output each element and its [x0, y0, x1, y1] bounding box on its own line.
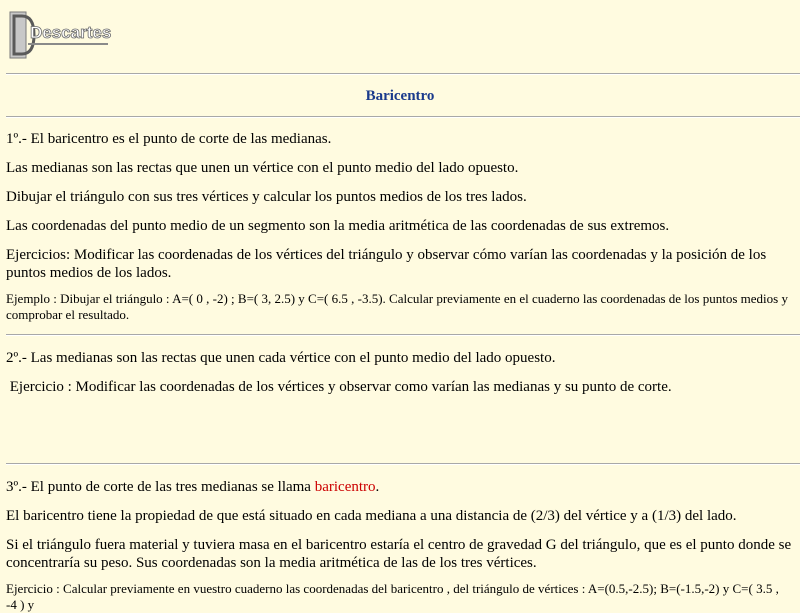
section2-heading: 2º.- Las medianas son las rectas que unen cada vértice con el punto medio del lado opuesto.: [6, 350, 556, 366]
section3-exercise: Ejercicio : Calcular previamente en vuestro cuaderno las coordenadas del baricentro , del triángulo de vértices : A=(0.5,-2.5); B=(-1.5,-2) y C=( 3.5 , -4 ) y: [6, 581, 779, 612]
baricentro-highlight: baricentro: [314, 479, 376, 495]
divider: [6, 463, 800, 465]
section3-heading-suffix: .: [375, 479, 380, 495]
descartes-logo[interactable]: [8, 8, 112, 62]
section1-example: Ejemplo : Dibujar el triángulo : A=( 0 , -2) ; B=( 3, 2.5) y C=( 6.5 , -3.5). Calcular previamente en el cuaderno las coordenadas de los puntos medios y comprobar el resultado.: [6, 291, 788, 322]
divider: [6, 73, 800, 75]
section3-paragraph: Si el triángulo fuera material y tuviera masa en el baricentro estaría el centro de gravedad G del triángulo, que es el punto donde se concentraría su peso. Sus coordenadas son la media aritmética de las de los tres vértices.: [6, 537, 792, 571]
section1-paragraph: Dibujar el triángulo con sus tres vértices y calcular los puntos medios de los tres lados.: [6, 189, 527, 205]
divider: [6, 334, 800, 336]
section1-exercise: Ejercicios: Modificar las coordenadas de los vértices del triángulo y observar cómo varían las coordenadas y la posición de los puntos medios de los lados.: [6, 247, 767, 281]
page-title: Baricentro: [365, 88, 435, 104]
section3-paragraph: El baricentro tiene la propiedad de que está situado en cada mediana a una distancia de (2/3) del vértice y a (1/3) del lado.: [6, 508, 737, 524]
divider: [6, 116, 800, 118]
logo-text: Descartes: [30, 23, 112, 42]
section1-paragraph: Las medianas son las rectas que unen un vértice con el punto medio del lado opuesto.: [6, 160, 519, 176]
section1-paragraph: Las coordenadas del punto medio de un segmento son la media aritmética de las coordenadas de sus extremos.: [6, 218, 670, 234]
section3-heading-text: 3º.- El punto de corte de las tres medianas se llama: [6, 479, 315, 495]
section1-heading: 1º.- El baricentro es el punto de corte de las medianas.: [6, 131, 332, 147]
section2-exercise: Ejercicio : Modificar las coordenadas de los vértices y observar como varían las medianas y su punto de corte.: [6, 379, 672, 395]
section3-heading: [6, 478, 792, 496]
